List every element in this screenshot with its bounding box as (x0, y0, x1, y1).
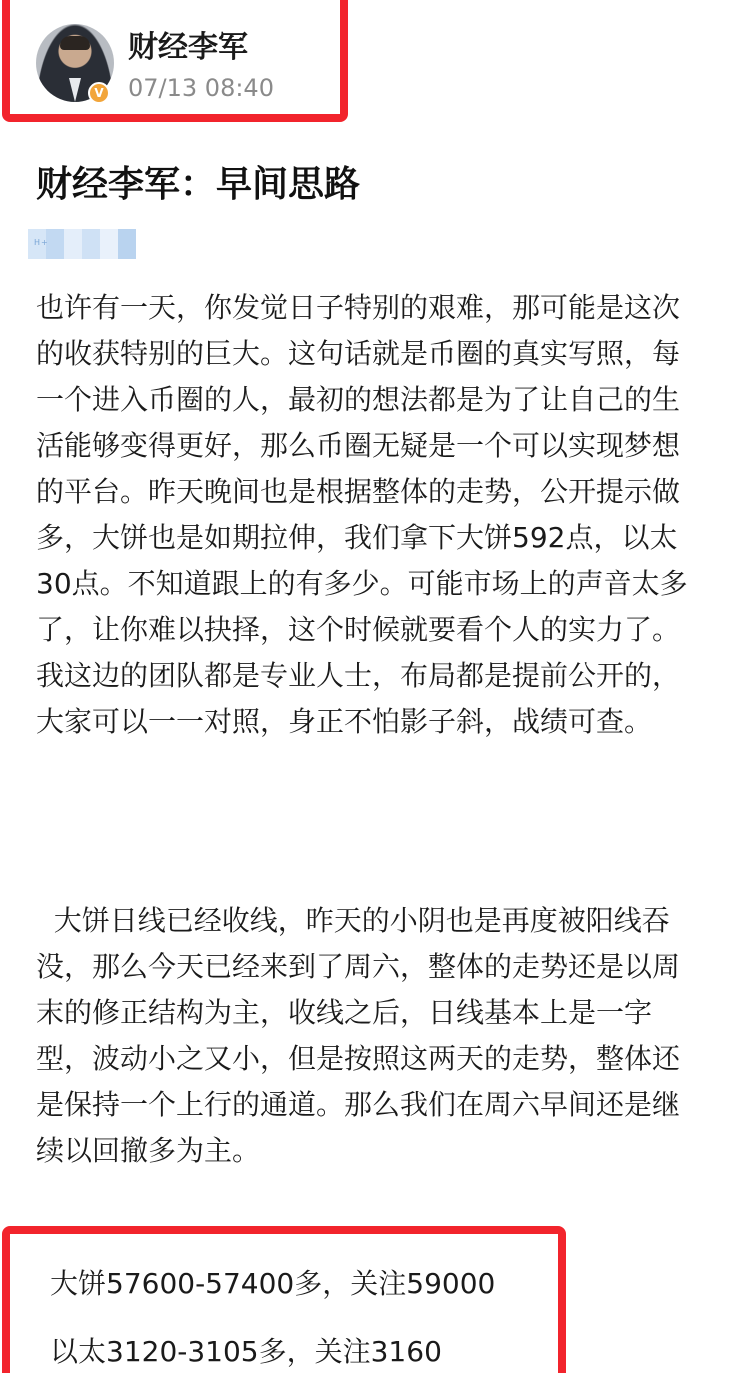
paragraph-line: 30点。不知道跟上的有多少。可能市场上的声音太多 (36, 567, 688, 600)
verified-badge-icon: V (88, 82, 110, 104)
paragraph-line: 也许有一天，你发觉日子特别的艰难，那可能是这次 (36, 291, 681, 324)
paragraph-line: 大家可以一一对照，身正不怕影子斜，战绩可查。 (36, 705, 653, 738)
paragraph-line: 活能够变得更好，那么币圈无疑是一个可以实现梦想 (36, 429, 681, 462)
paragraph-line: 型，波动小之又小，但是按照这两天的走势，整体还 (36, 1042, 681, 1075)
paragraph-line: 我这边的团队都是专业人士，布局都是提前公开的， (36, 659, 681, 692)
paragraph-line: 续以回撤多为主。 (36, 1134, 261, 1167)
paragraph-line: 了，让你难以抉择，这个时候就要看个人的实力了。 (36, 613, 681, 646)
blurred-tag (28, 226, 144, 262)
paragraph-line: 的平台。昨天晚间也是根据整体的走势，公开提示做 (36, 475, 681, 508)
strategy-eth: 以太3120-3105多，关注3160 (50, 1335, 442, 1368)
highlight-box-author (2, 0, 348, 122)
article-paragraph-2 (36, 898, 726, 1174)
paragraph-line: 大饼日线已经收线，昨天的小阴也是再度被阳线吞 (36, 904, 670, 937)
paragraph-line: 没，那么今天已经来到了周六，整体的走势还是以周 (36, 950, 681, 983)
article-paragraph-1 (36, 285, 726, 745)
paragraph-line: 末的修正结构为主，收线之后，日线基本上是一字 (36, 996, 653, 1029)
strategy-btc: 大饼57600-57400多，关注59000 (50, 1267, 496, 1300)
paragraph-line: 是保持一个上行的通道。那么我们在周六早间还是继 (36, 1088, 681, 1121)
author-name[interactable]: 财经李军 (128, 30, 248, 65)
article-title: 财经李军：早间思路 (36, 164, 361, 205)
post-timestamp: 07/13 08:40 (128, 74, 274, 102)
blurred-tag-text: H+ (34, 238, 49, 247)
paragraph-line: 多，大饼也是如期拉伸，我们拿下大饼592点，以太 (36, 521, 678, 554)
paragraph-line: 一个进入币圈的人，最初的想法都是为了让自己的生 (36, 383, 681, 416)
paragraph-line: 的收获特别的巨大。这句话就是币圈的真实写照，每 (36, 337, 681, 370)
